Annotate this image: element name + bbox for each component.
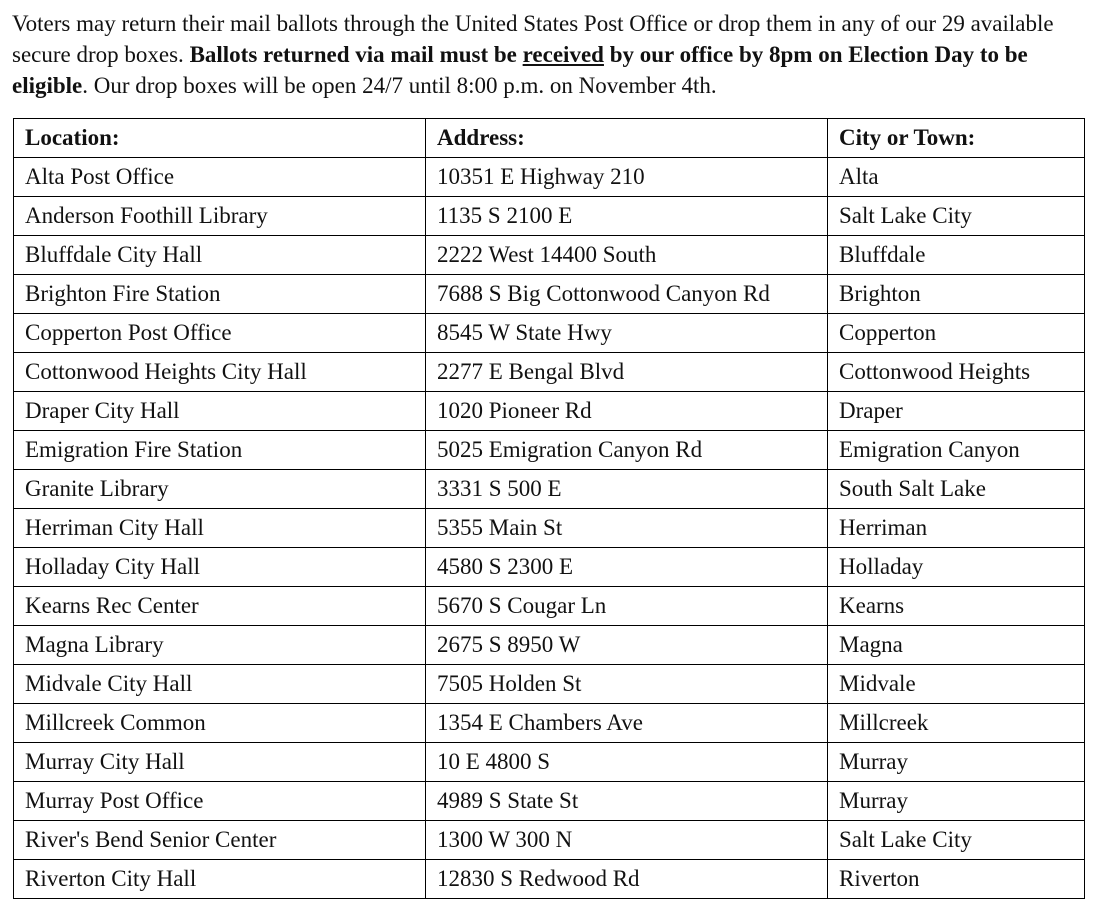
cell-city-or-town: Murray bbox=[828, 743, 1085, 782]
cell-address: 1354 E Chambers Ave bbox=[426, 704, 828, 743]
cell-address: 7688 S Big Cottonwood Canyon Rd bbox=[426, 275, 828, 314]
intro-bold-text-continued: by our office by 8pm on Election Day to be eligible bbox=[12, 42, 1028, 98]
table-body bbox=[14, 158, 1085, 899]
cell-address: 1300 W 300 N bbox=[426, 821, 828, 860]
header-address: Address: bbox=[426, 119, 828, 158]
cell-city-or-town: Draper bbox=[828, 392, 1085, 431]
table-row bbox=[14, 860, 1085, 899]
table-row bbox=[14, 509, 1085, 548]
header-location: Location: bbox=[14, 119, 426, 158]
cell-address: 1135 S 2100 E bbox=[426, 197, 828, 236]
table-row bbox=[14, 431, 1085, 470]
cell-location: Herriman City Hall bbox=[14, 509, 426, 548]
cell-location: Millcreek Common bbox=[14, 704, 426, 743]
cell-location: Magna Library bbox=[14, 626, 426, 665]
cell-location: Granite Library bbox=[14, 470, 426, 509]
cell-city-or-town: Bluffdale bbox=[828, 236, 1085, 275]
table-row bbox=[14, 314, 1085, 353]
table-row bbox=[14, 548, 1085, 587]
cell-location: Copperton Post Office bbox=[14, 314, 426, 353]
cell-city-or-town: Emigration Canyon bbox=[828, 431, 1085, 470]
cell-location: Midvale City Hall bbox=[14, 665, 426, 704]
cell-location: Murray Post Office bbox=[14, 782, 426, 821]
cell-location: Riverton City Hall bbox=[14, 860, 426, 899]
cell-address: 2222 West 14400 South bbox=[426, 236, 828, 275]
table-row bbox=[14, 392, 1085, 431]
table-row bbox=[14, 782, 1085, 821]
drop-box-locations-table bbox=[13, 118, 1085, 899]
cell-address: 2675 S 8950 W bbox=[426, 626, 828, 665]
cell-city-or-town: Copperton bbox=[828, 314, 1085, 353]
cell-address: 12830 S Redwood Rd bbox=[426, 860, 828, 899]
cell-location: Brighton Fire Station bbox=[14, 275, 426, 314]
cell-address: 8545 W State Hwy bbox=[426, 314, 828, 353]
cell-city-or-town: Herriman bbox=[828, 509, 1085, 548]
cell-address: 2277 E Bengal Blvd bbox=[426, 353, 828, 392]
table-row bbox=[14, 353, 1085, 392]
cell-city-or-town: Cottonwood Heights bbox=[828, 353, 1085, 392]
cell-city-or-town: Murray bbox=[828, 782, 1085, 821]
cell-city-or-town: Holladay bbox=[828, 548, 1085, 587]
table-row bbox=[14, 470, 1085, 509]
cell-location: Holladay City Hall bbox=[14, 548, 426, 587]
table-row bbox=[14, 275, 1085, 314]
cell-address: 7505 Holden St bbox=[426, 665, 828, 704]
cell-location: Draper City Hall bbox=[14, 392, 426, 431]
table-row bbox=[14, 665, 1085, 704]
intro-text: Voters may return their mail ballots through the United States Post Office or drop them in any of our 29 available secure drop boxes. bbox=[12, 11, 1054, 67]
table-row bbox=[14, 197, 1085, 236]
cell-location: Cottonwood Heights City Hall bbox=[14, 353, 426, 392]
cell-city-or-town: Kearns bbox=[828, 587, 1085, 626]
cell-address: 5670 S Cougar Ln bbox=[426, 587, 828, 626]
table-row bbox=[14, 704, 1085, 743]
cell-location: Anderson Foothill Library bbox=[14, 197, 426, 236]
intro-text-continued: . Our drop boxes will be open 24/7 until 8:00 p.m. on November 4th. bbox=[82, 73, 717, 98]
cell-location: Kearns Rec Center bbox=[14, 587, 426, 626]
cell-city-or-town: Salt Lake City bbox=[828, 821, 1085, 860]
cell-location: River's Bend Senior Center bbox=[14, 821, 426, 860]
cell-city-or-town: Magna bbox=[828, 626, 1085, 665]
cell-address: 10351 E Highway 210 bbox=[426, 158, 828, 197]
cell-address: 5025 Emigration Canyon Rd bbox=[426, 431, 828, 470]
table-header-row bbox=[14, 119, 1085, 158]
cell-city-or-town: Alta bbox=[828, 158, 1085, 197]
cell-location: Emigration Fire Station bbox=[14, 431, 426, 470]
cell-location: Bluffdale City Hall bbox=[14, 236, 426, 275]
cell-city-or-town: Millcreek bbox=[828, 704, 1085, 743]
table-row bbox=[14, 158, 1085, 197]
table-row bbox=[14, 821, 1085, 860]
table-row bbox=[14, 626, 1085, 665]
cell-address: 10 E 4800 S bbox=[426, 743, 828, 782]
cell-city-or-town: Salt Lake City bbox=[828, 197, 1085, 236]
cell-location: Murray City Hall bbox=[14, 743, 426, 782]
intro-bold-text: Ballots returned via mail must be bbox=[189, 42, 523, 67]
cell-address: 4580 S 2300 E bbox=[426, 548, 828, 587]
cell-city-or-town: Brighton bbox=[828, 275, 1085, 314]
cell-city-or-town: Riverton bbox=[828, 860, 1085, 899]
intro-bold-underlined-text bbox=[523, 42, 604, 67]
header-city-or-town: City or Town: bbox=[828, 119, 1085, 158]
cell-address: 1020 Pioneer Rd bbox=[426, 392, 828, 431]
intro-paragraph bbox=[12, 8, 1092, 101]
cell-address: 5355 Main St bbox=[426, 509, 828, 548]
cell-address: 3331 S 500 E bbox=[426, 470, 828, 509]
table-row bbox=[14, 236, 1085, 275]
cell-city-or-town: South Salt Lake bbox=[828, 470, 1085, 509]
table-row bbox=[14, 587, 1085, 626]
received-emphasis: received bbox=[522, 42, 604, 67]
cell-location: Alta Post Office bbox=[14, 158, 426, 197]
cell-city-or-town: Midvale bbox=[828, 665, 1085, 704]
table-row bbox=[14, 743, 1085, 782]
cell-address: 4989 S State St bbox=[426, 782, 828, 821]
